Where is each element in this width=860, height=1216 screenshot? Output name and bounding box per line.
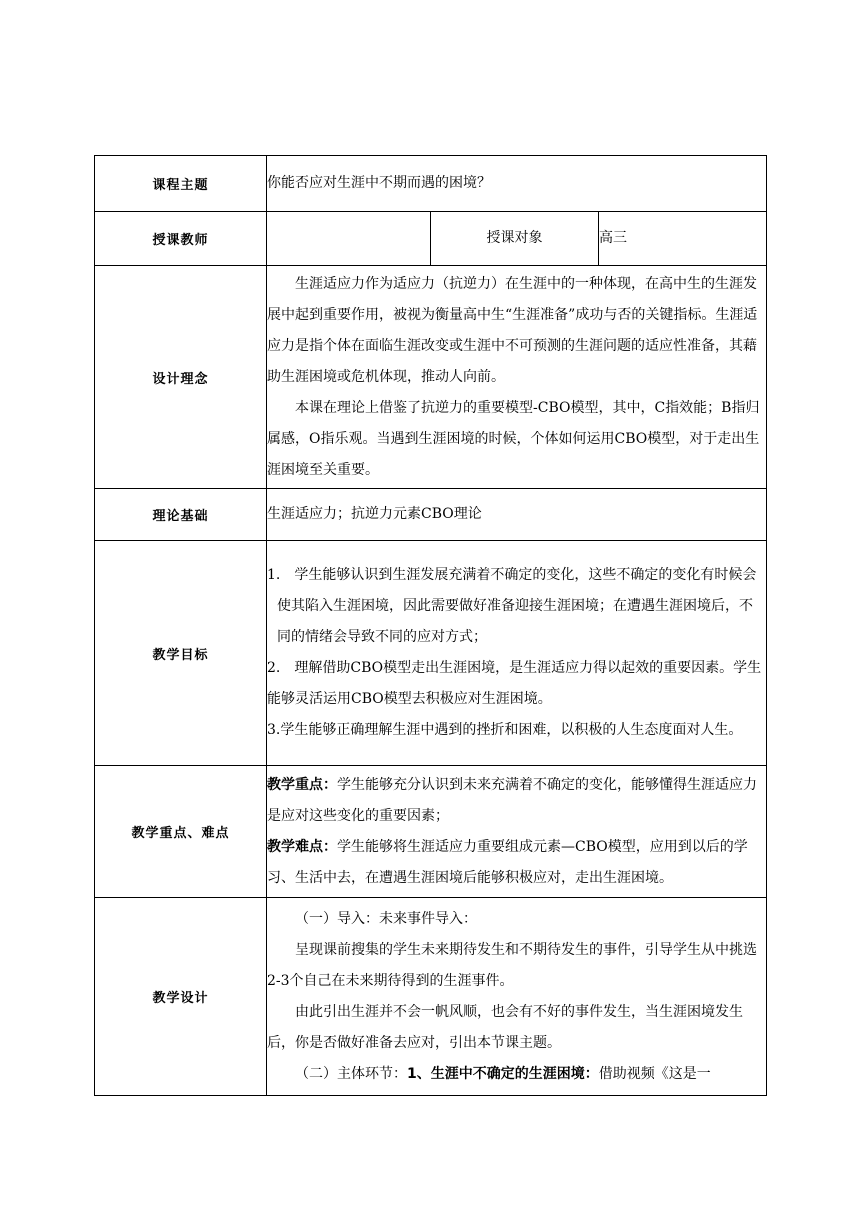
objective-item: 1. 学生能够认识到生涯发展充满着不确定的变化，这些不确定的变化有时候会使其陷入生涯困境，因此需要做好准备迎接生涯困境；在遭遇生涯困境后，不同的情绪会导致不同的应对方式； <box>267 567 757 645</box>
key-points-label: 教学重点、难点 <box>95 766 267 898</box>
teacher-value <box>267 212 431 266</box>
lesson-plan-table <box>94 155 767 1096</box>
difficulty-label: 教学难点： <box>267 838 337 855</box>
row-objectives <box>95 541 767 766</box>
objectives-body <box>267 541 767 766</box>
design-step-title: 1、生涯中不确定的生涯困境： <box>407 1065 599 1082</box>
focus-paragraph <box>267 770 766 832</box>
theory-label: 理论基础 <box>95 489 267 541</box>
row-teacher <box>95 212 767 266</box>
design-paragraph: 由此引出生涯并不会一帆风顺，也会有不好的事件发生，当生涯困境发生后，你是否做好准备去应对，引出本节课主题。 <box>267 1003 743 1051</box>
design-concept-paragraph: 生涯适应力作为适应力（抗逆力）在生涯中的一种体现，在高中生的生涯发展中起到重要作用，被视为衡量高中生“生涯准备”成功与否的关键指标。生涯适应力是指个体在面临生涯改变或生涯中不可预测的生涯问题的适应性准备，其藉助生涯困境或危机体现，推动人向前。 <box>267 275 758 385</box>
topic-value: 你能否应对生涯中不期而遇的困境？ <box>267 156 767 212</box>
teacher-label: 授课教师 <box>95 212 267 266</box>
row-key-points <box>95 766 767 898</box>
objectives-label: 教学目标 <box>95 541 267 766</box>
objective-item: 3.学生能够正确理解生涯中遇到的挫折和困难，以积极的人生态度面对人生。 <box>267 722 743 738</box>
row-topic <box>95 156 767 212</box>
focus-label: 教学重点： <box>267 776 337 793</box>
focus-text: 学生能够充分认识到未来充满着不确定的变化，能够懂得生涯适应力是应对这些变化的重要因素； <box>267 776 757 824</box>
theory-value: 生涯适应力；抗逆力元素CBO理论 <box>267 489 767 541</box>
design-label: 教学设计 <box>95 898 267 1096</box>
design-concept-paragraph: 本课在理论上借鉴了抗逆力的重要模型-CBO模型，其中，C指效能；B指归属感，O指乐观。当遇到生涯困境的时候，个体如何运用CBO模型，对于走出生涯困境至关重要。 <box>267 399 760 478</box>
design-concept-body <box>267 266 767 489</box>
design-paragraph <box>267 1059 766 1090</box>
difficulty-text: 学生能够将生涯适应力重要组成元素—CBO模型，应用到以后的学习、生活中去，在遭遇生涯困境后能够积极应对，走出生涯困境。 <box>267 838 748 886</box>
design-concept-label: 设计理念 <box>95 266 267 489</box>
design-paragraph: 呈现课前搜集的学生未来期待发生和不期待发生的事件，引导学生从中挑选2-3个自己在未来期待得到的生涯事件。 <box>267 941 757 989</box>
row-design <box>95 898 767 1096</box>
audience-value: 高三 <box>599 212 767 266</box>
difficulty-paragraph <box>267 832 766 894</box>
row-theory <box>95 489 767 541</box>
key-points-body <box>267 766 767 898</box>
design-step-prefix: （二）主体环节： <box>295 1065 407 1082</box>
row-design-concept <box>95 266 767 489</box>
design-paragraph: （一）导入：未来事件导入： <box>295 910 477 927</box>
audience-label: 授课对象 <box>431 212 599 266</box>
objective-item: 2. 理解借助CBO模型走出生涯困境，是生涯适应力得以起效的重要因素。学生能够灵活运用CBO模型去积极应对生涯困境。 <box>267 660 762 707</box>
design-step-text: 借助视频《这是一 <box>598 1065 711 1082</box>
design-body <box>267 898 767 1096</box>
topic-label: 课程主题 <box>95 156 267 212</box>
